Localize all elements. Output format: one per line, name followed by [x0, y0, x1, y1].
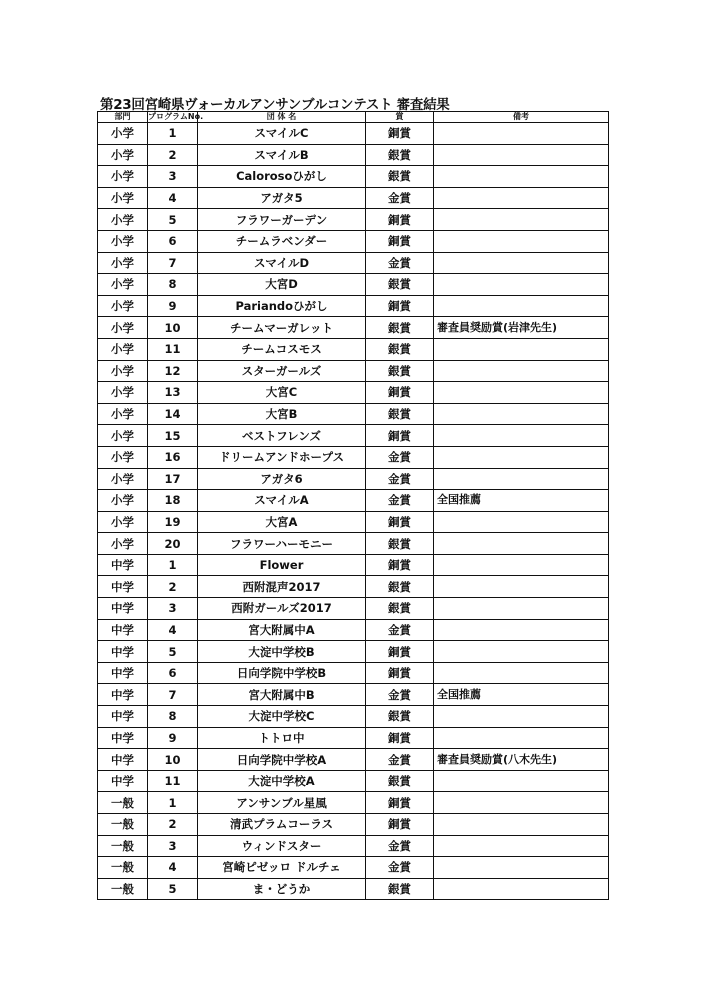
cell-group-name: スマイルC — [198, 123, 366, 145]
table-row — [98, 295, 609, 317]
cell-remarks — [434, 360, 609, 382]
cell-group-name: Pariandoひがし — [198, 295, 366, 317]
cell-group-name: 日向学院中学校A — [198, 749, 366, 771]
table-row — [98, 576, 609, 598]
cell-remarks — [434, 144, 609, 166]
header-division: 部門 — [98, 112, 148, 123]
cell-remarks: 全国推薦 — [434, 490, 609, 512]
cell-remarks — [434, 662, 609, 684]
cell-award: 銀賞 — [366, 576, 434, 598]
cell-remarks — [434, 576, 609, 598]
cell-remarks — [434, 274, 609, 296]
table-row — [98, 770, 609, 792]
cell-program-no: 11 — [148, 338, 198, 360]
cell-remarks — [434, 619, 609, 641]
cell-program-no: 9 — [148, 727, 198, 749]
cell-group-name: Calorosoひがし — [198, 166, 366, 188]
cell-award: 銅賞 — [366, 295, 434, 317]
cell-remarks — [434, 554, 609, 576]
cell-group-name: 大淀中学校A — [198, 770, 366, 792]
cell-program-no: 1 — [148, 554, 198, 576]
cell-program-no: 3 — [148, 598, 198, 620]
table-row — [98, 123, 609, 145]
cell-remarks — [434, 446, 609, 468]
cell-award: 銅賞 — [366, 425, 434, 447]
cell-division: 中学 — [98, 770, 148, 792]
cell-division: 小学 — [98, 123, 148, 145]
cell-remarks — [434, 814, 609, 836]
cell-division: 小学 — [98, 295, 148, 317]
cell-group-name: 西附混声2017 — [198, 576, 366, 598]
cell-group-name: アガタ6 — [198, 468, 366, 490]
table-row — [98, 252, 609, 274]
cell-remarks — [434, 835, 609, 857]
cell-group-name: 大淀中学校C — [198, 706, 366, 728]
cell-award: 銀賞 — [366, 706, 434, 728]
cell-group-name: 清武プラムコーラス — [198, 814, 366, 836]
cell-award: 銀賞 — [366, 533, 434, 555]
results-table — [97, 111, 609, 900]
table-row — [98, 230, 609, 252]
cell-group-name: 大宮A — [198, 511, 366, 533]
cell-award: 銀賞 — [366, 770, 434, 792]
cell-group-name: Flower — [198, 554, 366, 576]
cell-program-no: 7 — [148, 252, 198, 274]
cell-remarks — [434, 533, 609, 555]
cell-program-no: 14 — [148, 403, 198, 425]
cell-group-name: スターガールズ — [198, 360, 366, 382]
table-row — [98, 468, 609, 490]
table-row — [98, 166, 609, 188]
cell-division: 小学 — [98, 187, 148, 209]
cell-division: 中学 — [98, 684, 148, 706]
cell-remarks — [434, 468, 609, 490]
cell-remarks — [434, 770, 609, 792]
cell-remarks — [434, 511, 609, 533]
cell-division: 一般 — [98, 857, 148, 879]
header-group-name: 団 体 名 — [198, 112, 366, 123]
cell-division: 小学 — [98, 360, 148, 382]
table-header-row — [98, 112, 609, 123]
table-row — [98, 209, 609, 231]
cell-award: 銀賞 — [366, 878, 434, 900]
header-remarks: 備考 — [434, 112, 609, 123]
cell-division: 一般 — [98, 814, 148, 836]
cell-award: 銀賞 — [366, 338, 434, 360]
cell-program-no: 9 — [148, 295, 198, 317]
cell-group-name: チームラベンダー — [198, 230, 366, 252]
cell-remarks — [434, 123, 609, 145]
cell-division: 小学 — [98, 230, 148, 252]
table-row — [98, 490, 609, 512]
cell-program-no: 16 — [148, 446, 198, 468]
cell-group-name: 西附ガールズ2017 — [198, 598, 366, 620]
table-row — [98, 792, 609, 814]
table-row — [98, 533, 609, 555]
cell-award: 銀賞 — [366, 360, 434, 382]
cell-remarks — [434, 252, 609, 274]
table-row — [98, 684, 609, 706]
table-row — [98, 727, 609, 749]
cell-program-no: 11 — [148, 770, 198, 792]
cell-remarks — [434, 166, 609, 188]
cell-group-name: 宮崎ピゼッロ ドルチェ — [198, 857, 366, 879]
cell-award: 金賞 — [366, 684, 434, 706]
cell-group-name: トトロ中 — [198, 727, 366, 749]
table-row — [98, 662, 609, 684]
table-row — [98, 878, 609, 900]
cell-program-no: 2 — [148, 144, 198, 166]
cell-award: 金賞 — [366, 619, 434, 641]
cell-group-name: 宮大附属中B — [198, 684, 366, 706]
cell-division: 小学 — [98, 252, 148, 274]
cell-group-name: フラワーガーデン — [198, 209, 366, 231]
cell-remarks — [434, 403, 609, 425]
table-body — [98, 123, 609, 900]
cell-division: 小学 — [98, 382, 148, 404]
cell-award: 銅賞 — [366, 814, 434, 836]
cell-remarks — [434, 295, 609, 317]
cell-award: 銅賞 — [366, 230, 434, 252]
table-row — [98, 857, 609, 879]
cell-group-name: チームマーガレット — [198, 317, 366, 339]
cell-program-no: 1 — [148, 792, 198, 814]
cell-program-no: 10 — [148, 749, 198, 771]
cell-division: 小学 — [98, 511, 148, 533]
cell-award: 金賞 — [366, 857, 434, 879]
cell-division: 小学 — [98, 317, 148, 339]
table-row — [98, 425, 609, 447]
cell-division: 小学 — [98, 166, 148, 188]
cell-award: 銅賞 — [366, 382, 434, 404]
cell-program-no: 3 — [148, 835, 198, 857]
cell-remarks — [434, 425, 609, 447]
header-program-no: プログラムNo. — [148, 112, 204, 121]
table-row — [98, 446, 609, 468]
cell-award: 金賞 — [366, 468, 434, 490]
cell-program-no: 10 — [148, 317, 198, 339]
cell-program-no: 4 — [148, 187, 198, 209]
cell-group-name: フラワーハーモニー — [198, 533, 366, 555]
cell-division: 小学 — [98, 490, 148, 512]
cell-program-no: 13 — [148, 382, 198, 404]
cell-remarks — [434, 230, 609, 252]
cell-group-name: 宮大附属中A — [198, 619, 366, 641]
cell-group-name: スマイルB — [198, 144, 366, 166]
cell-program-no: 6 — [148, 662, 198, 684]
cell-group-name: アガタ5 — [198, 187, 366, 209]
cell-division: 小学 — [98, 209, 148, 231]
cell-division: 中学 — [98, 641, 148, 663]
table-row — [98, 835, 609, 857]
cell-remarks — [434, 878, 609, 900]
cell-group-name: スマイルA — [198, 490, 366, 512]
cell-program-no: 12 — [148, 360, 198, 382]
cell-award: 金賞 — [366, 446, 434, 468]
cell-group-name: ドリームアンドホープス — [198, 446, 366, 468]
cell-division: 小学 — [98, 533, 148, 555]
table-row — [98, 598, 609, 620]
table-row — [98, 814, 609, 836]
cell-remarks — [434, 598, 609, 620]
cell-division: 小学 — [98, 425, 148, 447]
cell-group-name: ま・どうか — [198, 878, 366, 900]
cell-award: 銅賞 — [366, 209, 434, 231]
cell-award: 金賞 — [366, 835, 434, 857]
cell-group-name: 大宮C — [198, 382, 366, 404]
cell-program-no: 4 — [148, 619, 198, 641]
cell-program-no: 1 — [148, 123, 198, 145]
cell-division: 中学 — [98, 727, 148, 749]
cell-division: 小学 — [98, 403, 148, 425]
document-title: 第23回宮崎県ヴォーカルアンサンブルコンテスト 審査結果 — [100, 97, 450, 113]
cell-division: 中学 — [98, 706, 148, 728]
cell-award: 銅賞 — [366, 123, 434, 145]
table-row — [98, 317, 609, 339]
cell-group-name: ウィンドスター — [198, 835, 366, 857]
cell-remarks — [434, 727, 609, 749]
cell-group-name: 日向学院中学校B — [198, 662, 366, 684]
cell-group-name: 大淀中学校B — [198, 641, 366, 663]
cell-program-no: 5 — [148, 878, 198, 900]
cell-award: 銀賞 — [366, 274, 434, 296]
cell-remarks: 全国推薦 — [434, 684, 609, 706]
cell-award: 銀賞 — [366, 598, 434, 620]
cell-division: 中学 — [98, 576, 148, 598]
cell-division: 一般 — [98, 792, 148, 814]
table-row — [98, 144, 609, 166]
header-award: 賞 — [366, 112, 434, 123]
cell-award: 銅賞 — [366, 727, 434, 749]
cell-program-no: 17 — [148, 468, 198, 490]
cell-award: 銀賞 — [366, 317, 434, 339]
cell-program-no: 15 — [148, 425, 198, 447]
cell-program-no: 7 — [148, 684, 198, 706]
cell-program-no: 2 — [148, 576, 198, 598]
cell-remarks — [434, 641, 609, 663]
cell-remarks — [434, 209, 609, 231]
cell-award: 銅賞 — [366, 554, 434, 576]
cell-award: 銀賞 — [366, 166, 434, 188]
cell-group-name: チームコスモス — [198, 338, 366, 360]
cell-division: 小学 — [98, 338, 148, 360]
table-row — [98, 187, 609, 209]
cell-award: 銀賞 — [366, 144, 434, 166]
cell-division: 中学 — [98, 619, 148, 641]
cell-award: 金賞 — [366, 490, 434, 512]
cell-division: 一般 — [98, 878, 148, 900]
cell-award: 銀賞 — [366, 403, 434, 425]
cell-division: 一般 — [98, 835, 148, 857]
table-row — [98, 641, 609, 663]
cell-award: 銅賞 — [366, 662, 434, 684]
cell-group-name: スマイルD — [198, 252, 366, 274]
cell-division: 小学 — [98, 446, 148, 468]
cell-program-no: 5 — [148, 641, 198, 663]
cell-award: 金賞 — [366, 252, 434, 274]
cell-group-name: 大宮D — [198, 274, 366, 296]
cell-remarks — [434, 187, 609, 209]
cell-program-no: 3 — [148, 166, 198, 188]
table-row — [98, 511, 609, 533]
cell-division: 小学 — [98, 144, 148, 166]
cell-remarks: 審査員奨励賞(八木先生) — [434, 749, 609, 771]
cell-remarks — [434, 792, 609, 814]
cell-division: 小学 — [98, 274, 148, 296]
cell-program-no: 5 — [148, 209, 198, 231]
cell-division: 中学 — [98, 749, 148, 771]
cell-award: 金賞 — [366, 749, 434, 771]
cell-award: 銅賞 — [366, 792, 434, 814]
cell-program-no: 19 — [148, 511, 198, 533]
table-row — [98, 338, 609, 360]
table-row — [98, 403, 609, 425]
cell-program-no: 8 — [148, 706, 198, 728]
table-row — [98, 619, 609, 641]
cell-remarks — [434, 706, 609, 728]
cell-group-name: ベストフレンズ — [198, 425, 366, 447]
cell-division: 中学 — [98, 554, 148, 576]
cell-award: 銅賞 — [366, 511, 434, 533]
table-row — [98, 749, 609, 771]
table-row — [98, 360, 609, 382]
cell-program-no: 20 — [148, 533, 198, 555]
cell-program-no: 4 — [148, 857, 198, 879]
table-row — [98, 706, 609, 728]
cell-remarks: 審査員奨励賞(岩津先生) — [434, 317, 609, 339]
cell-program-no: 6 — [148, 230, 198, 252]
cell-remarks — [434, 382, 609, 404]
table-row — [98, 274, 609, 296]
cell-remarks — [434, 338, 609, 360]
table-row — [98, 554, 609, 576]
cell-program-no: 2 — [148, 814, 198, 836]
cell-program-no: 18 — [148, 490, 198, 512]
cell-group-name: アンサンブル星風 — [198, 792, 366, 814]
cell-program-no: 8 — [148, 274, 198, 296]
cell-award: 金賞 — [366, 187, 434, 209]
table-row — [98, 382, 609, 404]
cell-group-name: 大宮B — [198, 403, 366, 425]
cell-remarks — [434, 857, 609, 879]
cell-division: 中学 — [98, 598, 148, 620]
cell-division: 中学 — [98, 662, 148, 684]
cell-award: 銅賞 — [366, 641, 434, 663]
cell-division: 小学 — [98, 468, 148, 490]
